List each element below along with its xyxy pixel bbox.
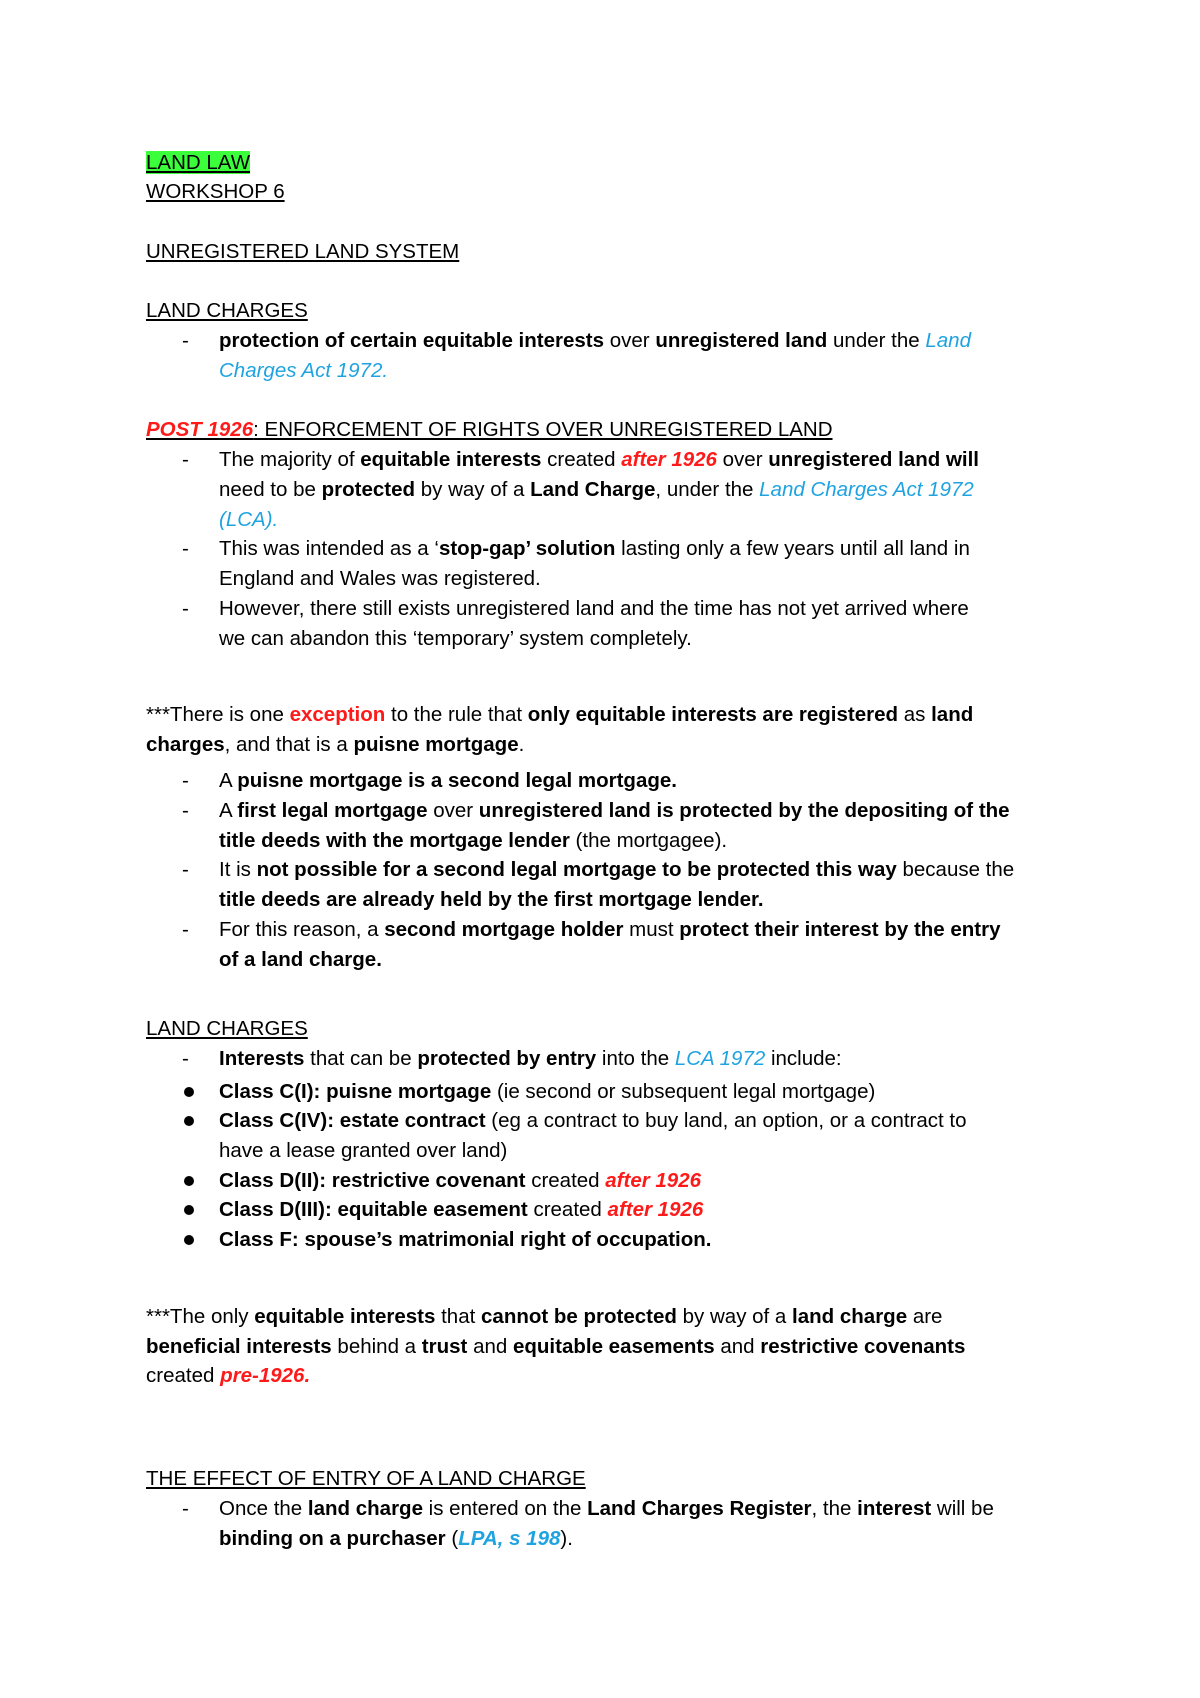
bullet-dash: - bbox=[182, 858, 189, 881]
list-item: Class C(I): puisne mortgage (ie second or subsequent legal mortgage) bbox=[219, 1080, 876, 1103]
list-item-continuation: England and Wales was registered. bbox=[219, 567, 541, 590]
paragraph-exception: ***There is one exception to the rule that only equitable interests are registered as land bbox=[146, 703, 974, 726]
document-subtitle: WORKSHOP 6 bbox=[146, 180, 285, 203]
paragraph-continuation: beneficial interests behind a trust and equitable easements and restrictive covenants bbox=[146, 1335, 966, 1358]
bullet-dash: - bbox=[182, 329, 189, 352]
bullet-dot bbox=[184, 1235, 194, 1245]
list-item-continuation: have a lease granted over land) bbox=[219, 1139, 508, 1162]
bullet-dash: - bbox=[182, 799, 189, 822]
bullet-dot bbox=[184, 1116, 194, 1126]
bullet-dot bbox=[184, 1205, 194, 1215]
list-item-continuation: of a land charge. bbox=[219, 948, 382, 971]
list-item-continuation: Charges Act 1972. bbox=[219, 359, 389, 382]
paragraph-only-equitable: ***The only equitable interests that cannot be protected by way of a land charge are bbox=[146, 1305, 943, 1328]
paragraph-continuation: created pre-1926. bbox=[146, 1364, 311, 1387]
list-item: Interests that can be protected by entry into the LCA 1972 include: bbox=[219, 1047, 842, 1070]
bullet-dot bbox=[184, 1176, 194, 1186]
section-heading-unregistered: UNREGISTERED LAND SYSTEM bbox=[146, 240, 460, 263]
list-item: Class D(II): restrictive covenant created after 1926 bbox=[219, 1169, 702, 1192]
list-item: Class C(IV): estate contract (eg a contract to buy land, an option, or a contract to bbox=[219, 1109, 967, 1132]
list-item-continuation: title deeds with the mortgage lender (the mortgagee). bbox=[219, 829, 728, 852]
list-item-continuation: binding on a purchaser (LPA, s 198). bbox=[219, 1527, 573, 1550]
section-heading-land-charges: LAND CHARGES bbox=[146, 299, 308, 322]
bullet-dash: - bbox=[182, 769, 189, 792]
list-item: It is not possible for a second legal mortgage to be protected this way because the bbox=[219, 858, 1015, 881]
section-heading-land-charges-classes: LAND CHARGES bbox=[146, 1017, 308, 1040]
list-item: Class D(III): equitable easement created after 1926 bbox=[219, 1198, 704, 1221]
list-item: The majority of equitable interests created after 1926 over unregistered land will bbox=[219, 448, 979, 471]
list-item-continuation: we can abandon this ‘temporary’ system completely. bbox=[219, 627, 692, 650]
bullet-dot bbox=[184, 1087, 194, 1097]
document-title: LAND LAW bbox=[146, 151, 251, 174]
bullet-dash: - bbox=[182, 597, 189, 620]
bullet-dash: - bbox=[182, 448, 189, 471]
list-item-continuation: (LCA). bbox=[219, 508, 279, 531]
list-item: protection of certain equitable interests over unregistered land under the Land bbox=[219, 329, 971, 352]
list-item: However, there still exists unregistered land and the time has not yet arrived where bbox=[219, 597, 969, 620]
list-item: For this reason, a second mortgage holder must protect their interest by the entry bbox=[219, 918, 1001, 941]
bullet-dash: - bbox=[182, 918, 189, 941]
paragraph-continuation: charges, and that is a puisne mortgage. bbox=[146, 733, 525, 756]
list-item-continuation: need to be protected by way of a Land Charge, under the Land Charges Act 1972 bbox=[219, 478, 974, 501]
list-item-continuation: title deeds are already held by the first mortgage lender. bbox=[219, 888, 764, 911]
list-item: A puisne mortgage is a second legal mortgage. bbox=[219, 769, 677, 792]
list-item: Class F: spouse’s matrimonial right of occupation. bbox=[219, 1228, 712, 1251]
list-item: A first legal mortgage over unregistered land is protected by the depositing of the bbox=[219, 799, 1010, 822]
list-item: Once the land charge is entered on the Land Charges Register, the interest will be bbox=[219, 1497, 994, 1520]
list-item: This was intended as a ‘stop-gap’ solution lasting only a few years until all land in bbox=[219, 537, 970, 560]
bullet-dash: - bbox=[182, 1497, 189, 1520]
section-heading-post-1926: POST 1926: ENFORCEMENT OF RIGHTS OVER UNREGISTERED LAND bbox=[146, 418, 833, 441]
bullet-dash: - bbox=[182, 537, 189, 560]
section-heading-effect: THE EFFECT OF ENTRY OF A LAND CHARGE bbox=[146, 1467, 586, 1490]
bullet-dash: - bbox=[182, 1047, 189, 1070]
